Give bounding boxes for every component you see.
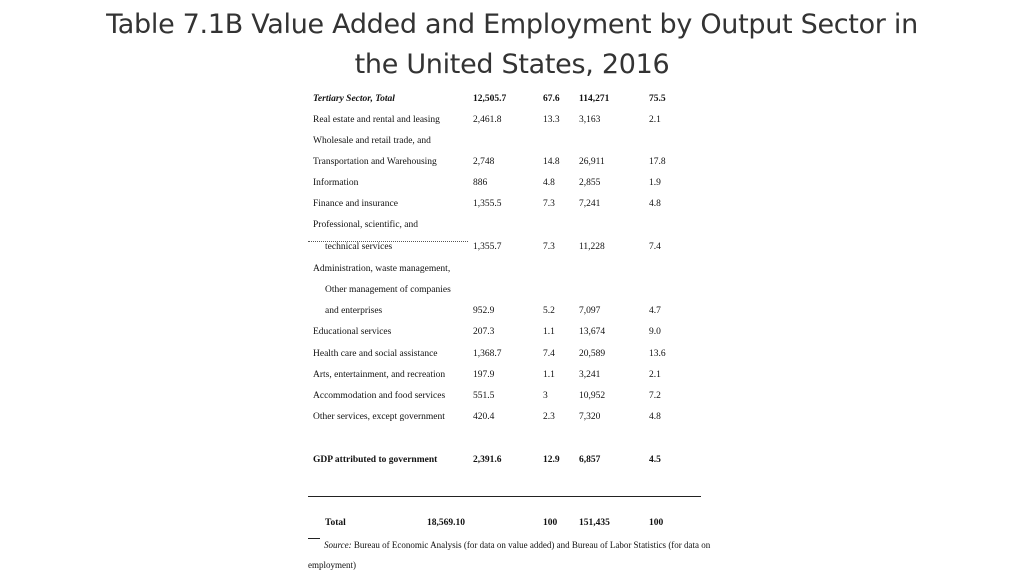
employment-cell: 26,911 bbox=[579, 157, 605, 167]
employment-cell: 20,589 bbox=[579, 349, 606, 359]
total-employment: 151,435 bbox=[579, 518, 610, 528]
source-line-2: employment) bbox=[308, 560, 356, 570]
total-label: Total bbox=[325, 518, 346, 528]
total-divider bbox=[308, 496, 701, 497]
employment-pct-cell: 75.5 bbox=[649, 94, 666, 104]
employment-pct-cell: 13.6 bbox=[649, 349, 666, 359]
employment-cell: 10,952 bbox=[579, 391, 606, 401]
value-added-pct-cell: 2.3 bbox=[543, 412, 555, 422]
row-label: Transportation and Warehousing bbox=[313, 157, 437, 167]
value-added-cell: 886 bbox=[473, 178, 488, 188]
table-row bbox=[0, 453, 1024, 467]
row-label: Other management of companies bbox=[325, 285, 451, 295]
total-value-added-pct: 100 bbox=[543, 518, 558, 528]
employment-cell: 114,271 bbox=[579, 94, 610, 104]
value-added-pct-cell: 67.6 bbox=[543, 94, 560, 104]
table-row bbox=[0, 389, 1024, 403]
row-label: Other services, except government bbox=[313, 412, 445, 422]
value-added-pct-cell: 7.3 bbox=[543, 242, 555, 252]
value-added-pct-cell: 1.1 bbox=[543, 327, 555, 337]
table-row bbox=[0, 134, 1024, 148]
employment-pct-cell: 7.2 bbox=[649, 391, 661, 401]
value-added-pct-cell: 5.2 bbox=[543, 306, 555, 316]
row-label: Tertiary Sector, Total bbox=[313, 94, 395, 104]
title-line-2: the United States, 2016 bbox=[354, 49, 670, 80]
row-label: Finance and insurance bbox=[313, 199, 398, 209]
source-text: Bureau of Economic Analysis (for data on value added) and Bureau of Labor Statistics (for data on bbox=[351, 540, 711, 550]
row-label: Educational services bbox=[313, 327, 392, 337]
total-row bbox=[0, 516, 1024, 530]
value-added-cell: 2,461.8 bbox=[473, 115, 502, 125]
value-added-cell: 197.9 bbox=[473, 370, 495, 380]
table-row bbox=[0, 283, 1024, 297]
value-added-cell: 1,368.7 bbox=[473, 349, 502, 359]
row-label: GDP attributed to government bbox=[313, 455, 438, 465]
value-added-pct-cell: 13.3 bbox=[543, 115, 560, 125]
employment-pct-cell: 2.1 bbox=[649, 115, 661, 125]
table-row bbox=[0, 155, 1024, 169]
total-value-added: 18,569.10 bbox=[427, 518, 465, 528]
employment-pct-cell: 4.5 bbox=[649, 455, 661, 465]
employment-pct-cell: 4.8 bbox=[649, 199, 661, 209]
source-rule bbox=[308, 538, 320, 539]
value-added-cell: 551.5 bbox=[473, 391, 495, 401]
employment-cell: 2,855 bbox=[579, 178, 601, 188]
value-added-pct-cell: 4.8 bbox=[543, 178, 555, 188]
row-label: Real estate and rental and leasing bbox=[313, 115, 440, 125]
source-label: Source: bbox=[324, 540, 352, 550]
table-row bbox=[0, 410, 1024, 424]
employment-pct-cell: 7.4 bbox=[649, 242, 661, 252]
employment-cell: 13,674 bbox=[579, 327, 606, 337]
employment-pct-cell: 1.9 bbox=[649, 178, 661, 188]
row-label: Information bbox=[313, 178, 359, 188]
table-row bbox=[0, 347, 1024, 361]
employment-pct-cell: 2.1 bbox=[649, 370, 661, 380]
table-row bbox=[0, 197, 1024, 211]
employment-pct-cell: 9.0 bbox=[649, 327, 661, 337]
employment-cell: 7,097 bbox=[579, 306, 601, 316]
total-employment-pct: 100 bbox=[649, 518, 664, 528]
value-added-pct-cell: 3 bbox=[543, 391, 548, 401]
source-line-1 bbox=[308, 538, 728, 552]
table-row bbox=[0, 176, 1024, 190]
employment-cell: 7,320 bbox=[579, 412, 601, 422]
employment-cell: 11,228 bbox=[579, 242, 605, 252]
employment-pct-cell: 4.8 bbox=[649, 412, 661, 422]
row-label: and enterprises bbox=[325, 306, 383, 316]
value-added-pct-cell: 1.1 bbox=[543, 370, 555, 380]
value-added-pct-cell: 14.8 bbox=[543, 157, 560, 167]
table-row bbox=[0, 113, 1024, 127]
table-row bbox=[0, 304, 1024, 318]
employment-cell: 6,857 bbox=[579, 455, 601, 465]
value-added-pct-cell: 7.4 bbox=[543, 349, 555, 359]
value-added-pct-cell: 7.3 bbox=[543, 199, 555, 209]
employment-cell: 3,241 bbox=[579, 370, 601, 380]
value-added-cell: 1,355.5 bbox=[473, 199, 502, 209]
table-row bbox=[0, 92, 1024, 106]
value-added-cell: 1,355.7 bbox=[473, 242, 502, 252]
employment-cell: 7,241 bbox=[579, 199, 601, 209]
value-added-cell: 952.9 bbox=[473, 306, 495, 316]
value-added-cell: 2,391.6 bbox=[473, 455, 502, 465]
value-added-cell: 12,505.7 bbox=[473, 94, 507, 104]
row-label: Arts, entertainment, and recreation bbox=[313, 370, 446, 380]
table-row bbox=[0, 262, 1024, 276]
table-row bbox=[0, 325, 1024, 339]
value-added-cell: 420.4 bbox=[473, 412, 495, 422]
employment-pct-cell: 4.7 bbox=[649, 306, 661, 316]
value-added-cell: 207.3 bbox=[473, 327, 495, 337]
employment-pct-cell: 17.8 bbox=[649, 157, 666, 167]
title-line-1: Table 7.1B Value Added and Employment by Output Sector in bbox=[106, 9, 918, 40]
value-added-cell: 2,748 bbox=[473, 157, 495, 167]
row-label: Wholesale and retail trade, and bbox=[313, 136, 431, 146]
row-label: Professional, scientific, and bbox=[313, 220, 419, 230]
row-label: Administration, waste management, bbox=[313, 264, 451, 274]
value-added-pct-cell: 12.9 bbox=[543, 455, 560, 465]
row-label: technical services bbox=[325, 242, 393, 252]
employment-cell: 3,163 bbox=[579, 115, 601, 125]
source-note bbox=[308, 538, 728, 572]
table-row bbox=[0, 368, 1024, 382]
row-label: Accommodation and food services bbox=[313, 391, 446, 401]
table-row bbox=[0, 240, 1024, 254]
row-label: Health care and social assistance bbox=[313, 349, 438, 359]
table-row bbox=[0, 218, 1024, 232]
